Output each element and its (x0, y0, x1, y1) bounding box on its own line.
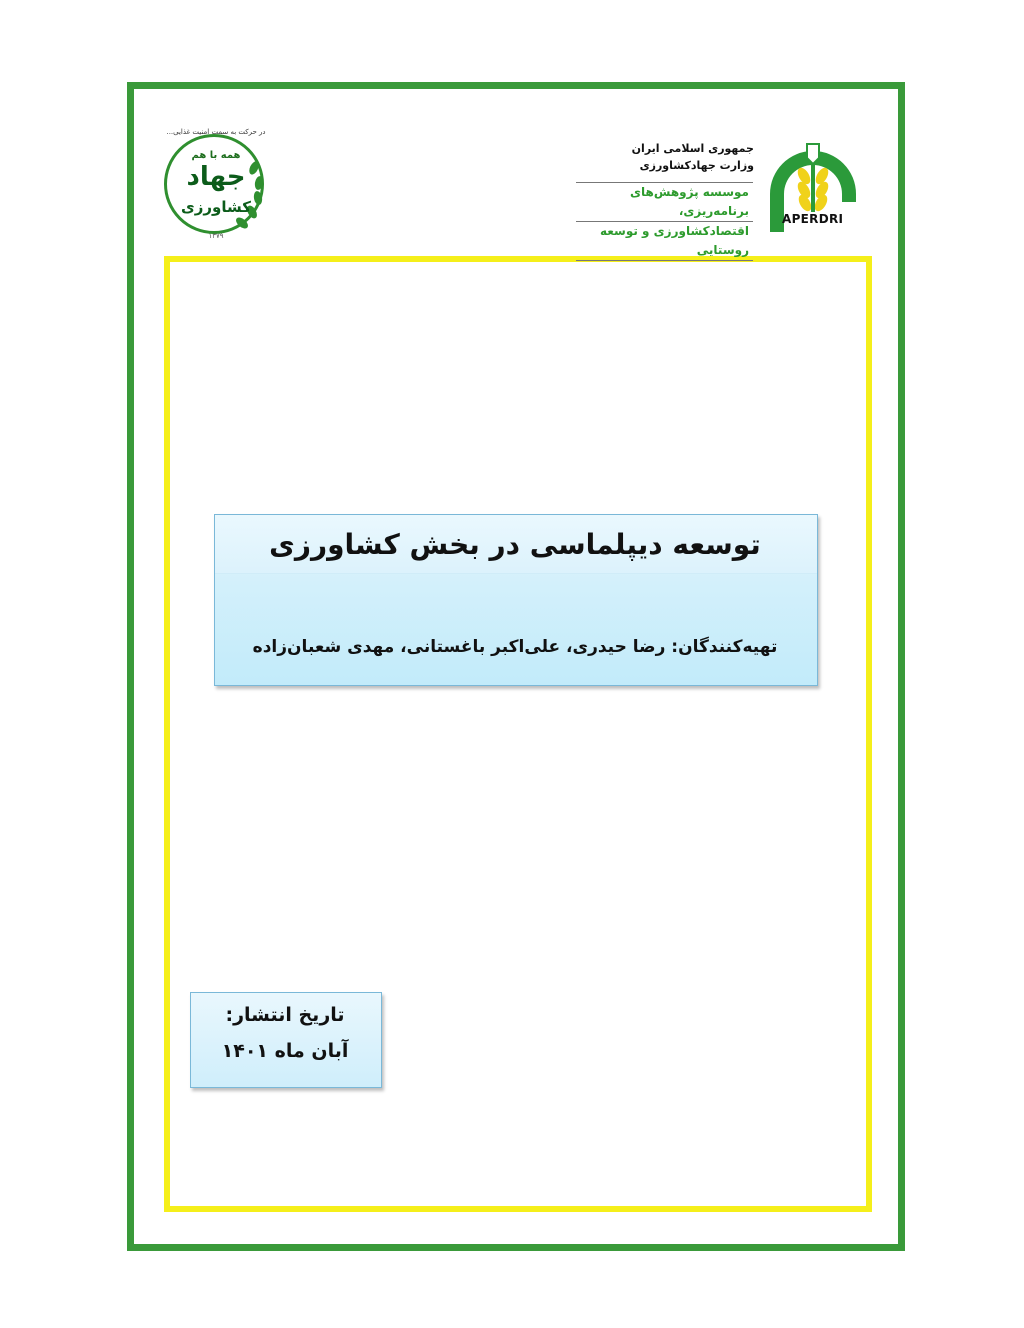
ministry-heading (632, 140, 754, 174)
document-title: توسعه دیپلماسی در بخش کشاورزی (269, 528, 761, 561)
publication-date-value: آبان ماه ۱۴۰۱ (221, 1040, 349, 1062)
institute-line-2: اقتصادکشاورزی و توسعه روستایی (599, 224, 749, 257)
aperdri-label: APERDRI (782, 212, 844, 226)
divider (576, 260, 753, 261)
institute-line-1: موسسه پژوهش‌های برنامه‌ریزی، (630, 185, 749, 218)
logo-name: جهاد (186, 162, 246, 192)
aperdri-logo (758, 132, 868, 236)
logo-year: ۱۳۷۹ (208, 232, 224, 240)
ministry-line-1: جمهوری اسلامی ایران (631, 142, 754, 155)
logo-subname: کشاورزی (181, 198, 251, 216)
jihad-keshavarzi-logo (160, 128, 272, 246)
logo-arc-text: در حرکت به سمت امنیت غذایی... (166, 128, 266, 136)
authors-line: تهیه‌کنندگان: رضا حیدری، علی‌اکبر باغستانی، مهدی شعبان‌زاده (252, 637, 778, 657)
institute-name (576, 182, 753, 261)
ministry-line-2: وزارت جهادکشاورزی (639, 159, 754, 172)
logo-top-text: همه با هم (191, 150, 241, 161)
publication-date-label: تاریخ انتشار: (225, 1004, 345, 1026)
